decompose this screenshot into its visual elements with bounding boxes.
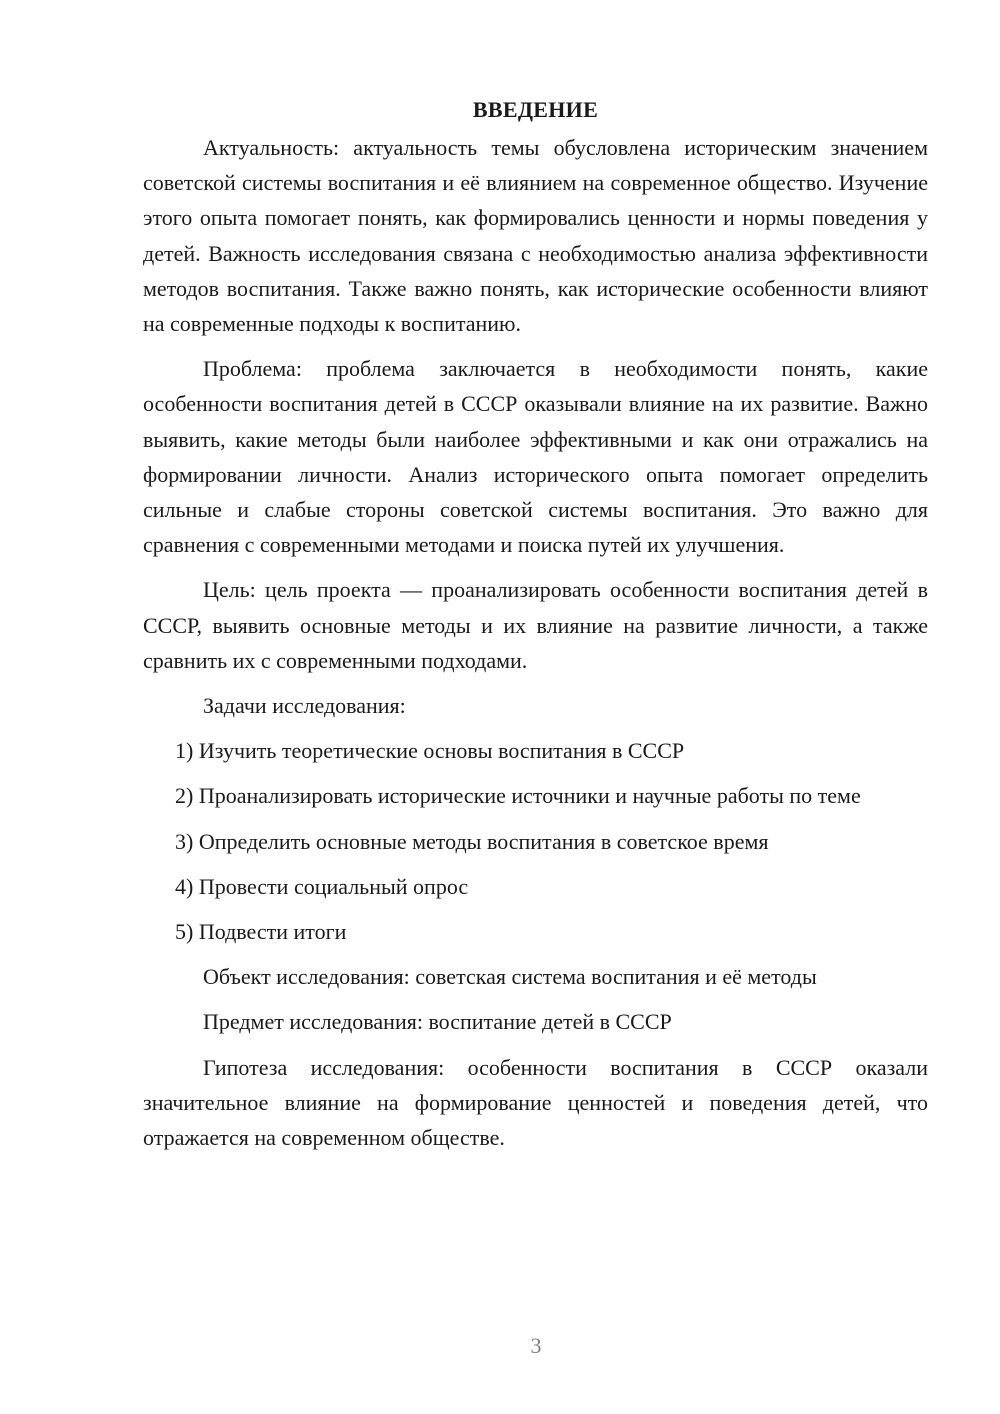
- page-number: 3: [530, 1333, 542, 1358]
- research-object: Объект исследования: советская система воспитания и её методы: [203, 964, 817, 990]
- problem-paragraph: Проблема: проблема заключается в необходимости понять, какие особенности воспитания детей в СССР оказывали влияние на их развитие. Важно выявить, какие методы были наиболее эффективными и как они отражались на формировании личности. Анализ исторического опыта помогает определить сильные и слабые стороны советской системы воспитания. Это важно для сравнения с современными методами и поиска путей их улучшения.: [143, 356, 928, 558]
- document-page: [143, 92, 928, 1165]
- hypothesis-paragraph: Гипотеза исследования: особенности воспитания в СССР оказали значительное влияние на формирование ценностей и поведения детей, что отражается на современном обществе.: [143, 1054, 928, 1151]
- tasks-heading: Задачи исследования:: [203, 693, 406, 719]
- list-item: 2) Проанализировать исторические источники и научные работы по теме: [175, 783, 861, 809]
- relevance-paragraph: Актуальность: актуальность темы обусловлена историческим значением советской системы воспитания и её влиянием на современное общество. Изучение этого опыта помогает понять, как формировались ценности и нормы поведения у детей. Важность исследования связана с необходимостью анализа эффективности методов воспитания. Также важно понять, как исторические особенности влияют на современные подходы к воспитанию.: [143, 135, 928, 337]
- goal-paragraph: Цель: цель проекта — проанализировать особенности воспитания детей в СССР, выявить основные методы и их влияние на развитие личности, а также сравнить их с современными подходами.: [143, 577, 928, 673]
- list-item: 3) Определить основные методы воспитания в советское время: [175, 828, 769, 854]
- tasks-list: [143, 733, 928, 949]
- page-title: ВВЕДЕНИЕ: [472, 97, 599, 122]
- list-item: 4) Провести социальный опрос: [175, 873, 469, 899]
- list-item: 5) Подвести итоги: [175, 919, 347, 945]
- list-item: 1) Изучить теоретические основы воспитания в СССР: [175, 738, 685, 764]
- research-subject: Предмет исследования: воспитание детей в СССР: [203, 1009, 672, 1035]
